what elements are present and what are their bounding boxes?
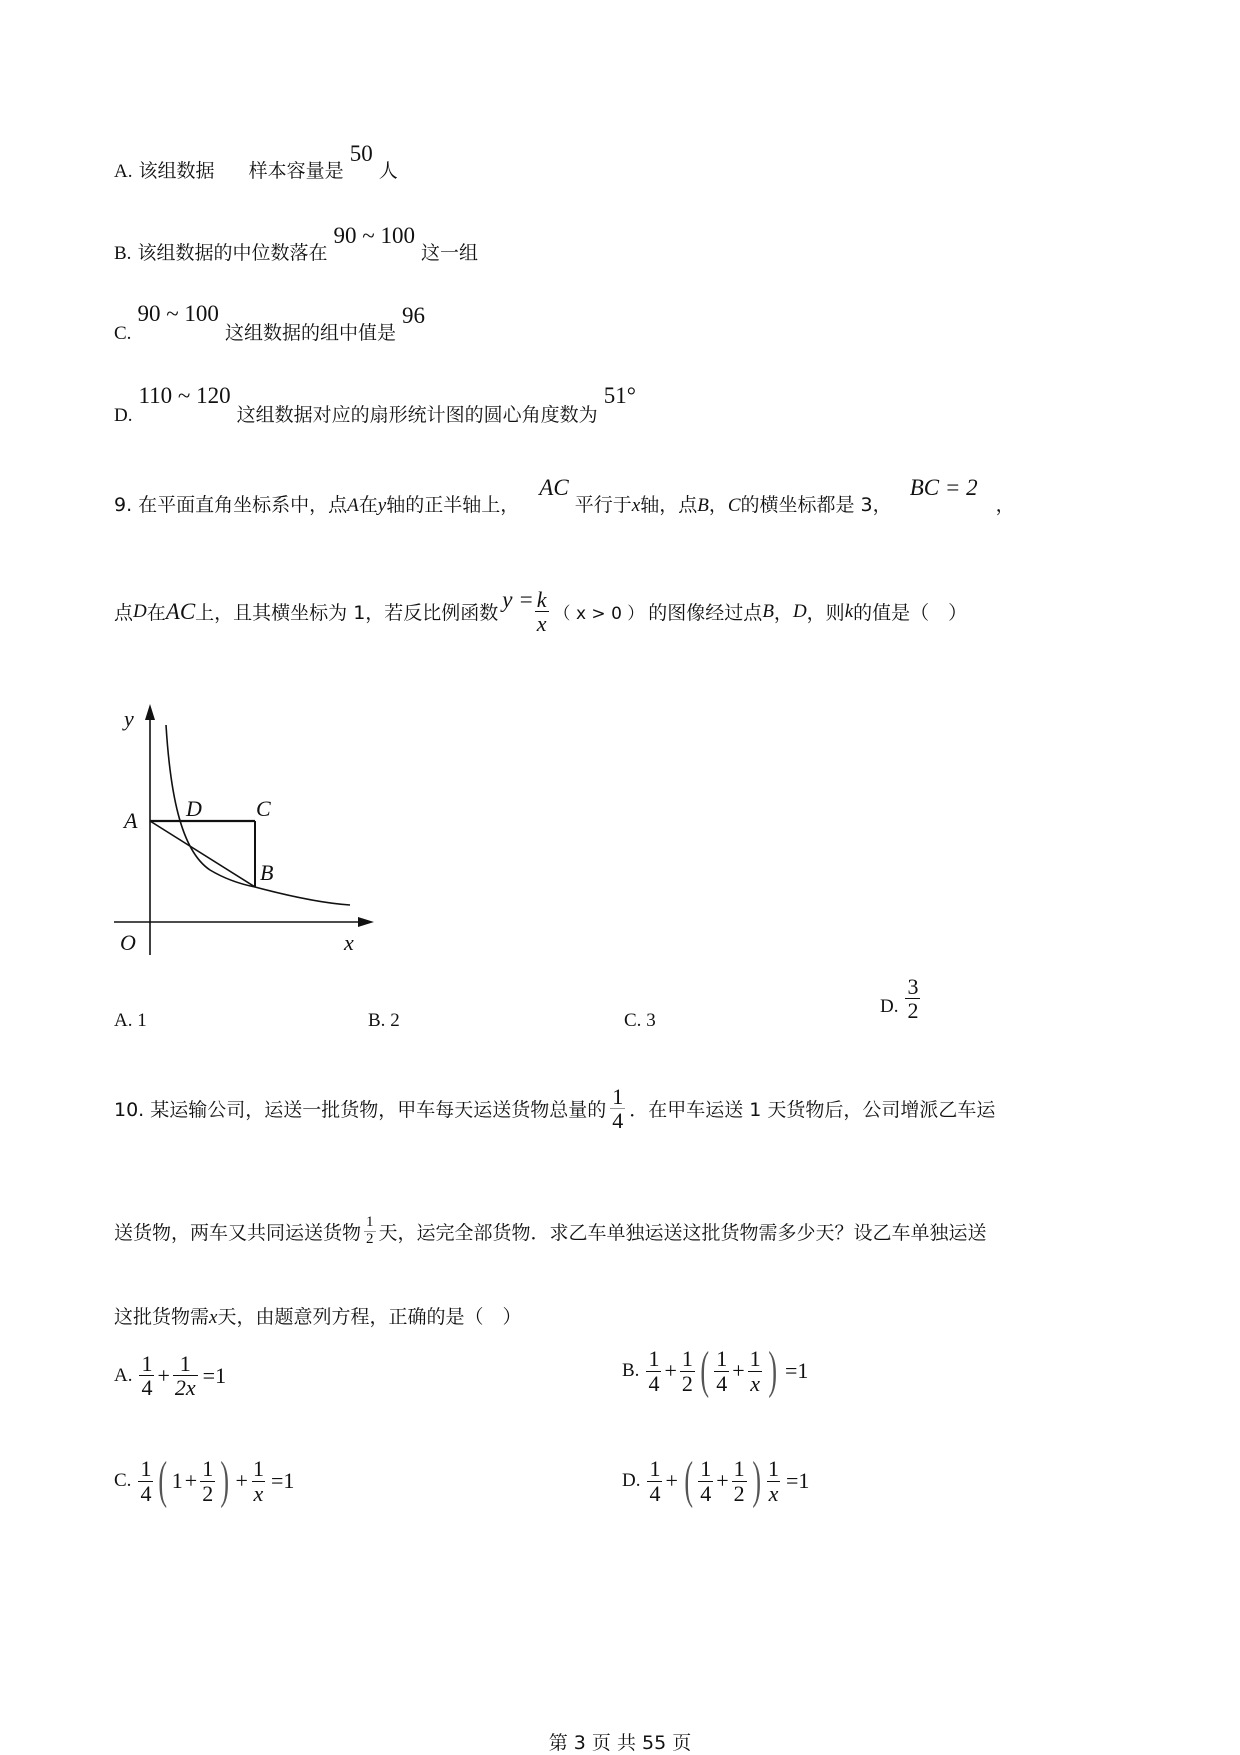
label-y: y bbox=[124, 706, 134, 731]
label-b: B bbox=[260, 860, 274, 885]
label-o: O bbox=[120, 930, 136, 955]
q9-figure bbox=[110, 700, 380, 960]
q10-option-a: A. $\frac{1}{4}$ + $\frac{1}{2x}$ =1 bbox=[114, 1351, 227, 1401]
fraction-1-over-2: $\frac{1}{2}$ bbox=[366, 1214, 374, 1247]
fraction-3-over-2: $\frac{3}{2}$ bbox=[907, 974, 919, 1024]
q10-stem-line1: 10. 某运输公司，运送一批货物，甲车每天运送货物总量的 $\frac{1}{4}$ ．在甲车运送 1 天货物后，公司增派乙车运 bbox=[114, 1084, 996, 1134]
page-footer: 第 3 页 共 55 页 bbox=[548, 1732, 692, 1754]
label-d: D bbox=[186, 796, 202, 821]
hyperbola-diagram bbox=[110, 700, 380, 960]
label-c: C bbox=[256, 796, 271, 821]
fraction-k-over-x: $\frac{k}{x}$ bbox=[536, 587, 547, 637]
q9-option-a: A. 1 bbox=[114, 1010, 147, 1031]
q8-option-d: D. 110 ~ 120 这组数据对应的扇形统计图的圆心角度数为 51° bbox=[114, 383, 636, 426]
q9-option-b: B. 2 bbox=[368, 1010, 400, 1031]
q8-option-c: C. 90 ~ 100 这组数据的组中值是 96 bbox=[114, 301, 426, 344]
label-a: A bbox=[124, 808, 138, 833]
q10-stem-line2: 送货物，两车又共同运送货物 $\frac{1}{2}$ 天，运完全部货物．求乙车单独运送这批货物需多少天？设乙车单独运送 bbox=[114, 1214, 987, 1247]
q9-stem-line2: 点 D 在 AC 上，且其横坐标为 1，若反比例函数 y = $\frac{k}{x}$ （ x > 0 ） 的图像经过点 B ， D ，则 k 的值是（ ） bbox=[114, 586, 968, 637]
fraction-1-over-4: $\frac{1}{4}$ bbox=[612, 1084, 624, 1134]
q8-option-b: B. 该组数据的中位数落在 90 ~ 100 这一组 bbox=[114, 223, 479, 264]
q10-option-d: D. $\frac{1}{4}$ + ( $\frac{1}{4}$ + $\frac{1}{2}$ ) $\frac{1}{x}$ =1 bbox=[622, 1452, 810, 1509]
label-x: x bbox=[344, 930, 354, 955]
q10-stem-line3: 这批货物需x天，由题意列方程，正确的是（ ） bbox=[114, 1306, 522, 1328]
q9-option-c: C. 3 bbox=[624, 1010, 656, 1031]
q8-option-a: A. 该组数据 样本容量是 50 人 bbox=[114, 141, 398, 182]
q9-option-d: D. $\frac{3}{2}$ bbox=[880, 974, 919, 1024]
q10-option-c: C. $\frac{1}{4}$ ( 1 + $\frac{1}{2}$ ) + $\frac{1}{x}$ =1 bbox=[114, 1452, 295, 1509]
q10-option-b: B. $\frac{1}{4}$ + $\frac{1}{2}$ ( $\frac{1}{4}$ + $\frac{1}{x}$ ) =1 bbox=[622, 1342, 809, 1399]
q9-stem-line1: 9. 在平面直角坐标系中，点A在y轴的正半轴上， AC 平行于x轴，点B，C的横坐标都是 3， BC = 2 ， bbox=[114, 475, 1015, 516]
